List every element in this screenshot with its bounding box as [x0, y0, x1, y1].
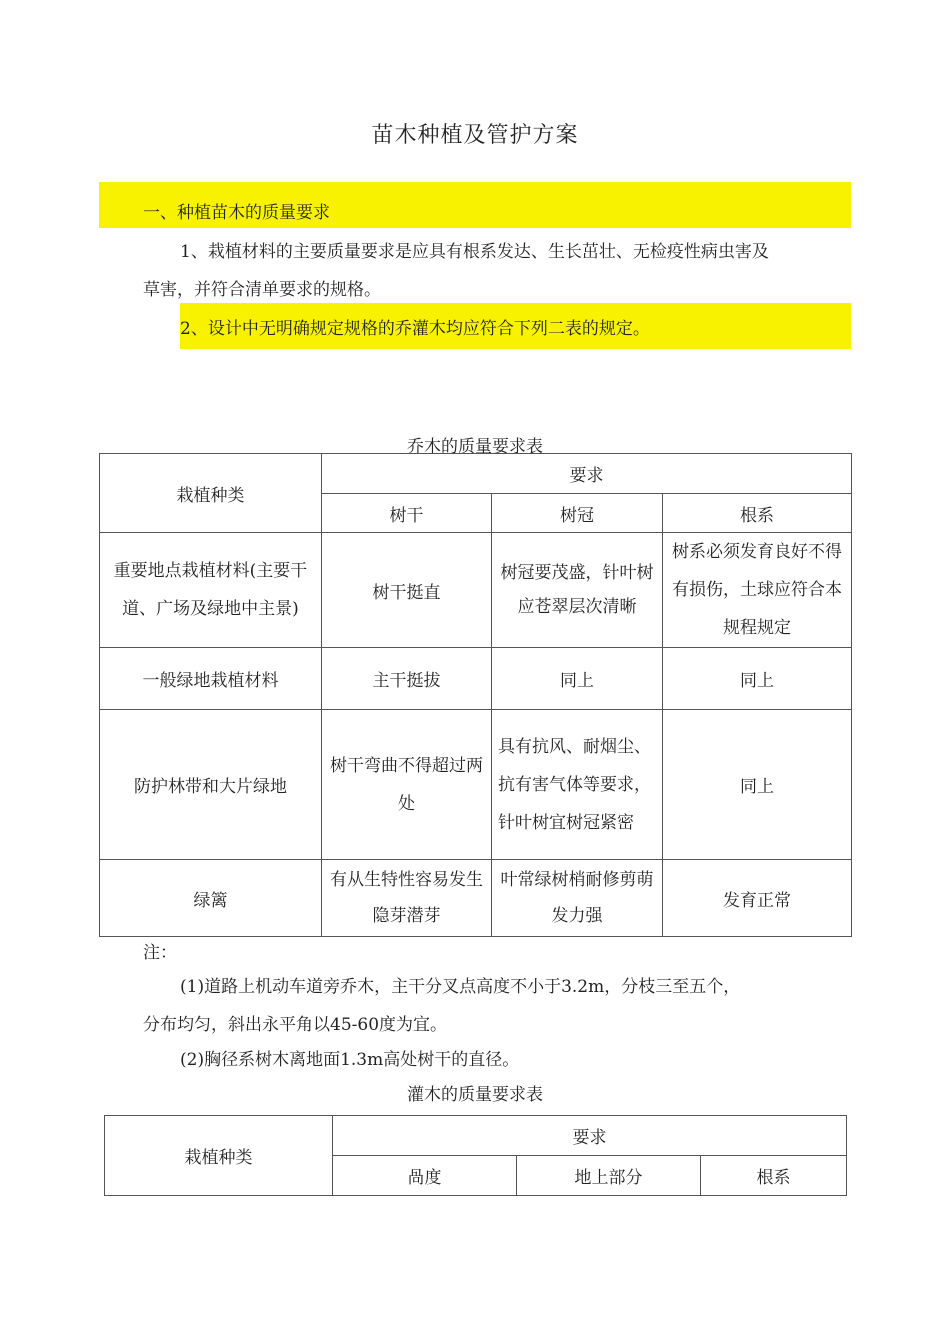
cell-trunk: 树干挺直: [322, 533, 492, 648]
header-above-ground: 地上部分: [517, 1156, 701, 1196]
cell-root: 同上: [663, 648, 852, 710]
shrub-table-caption: 灌木的质量要求表: [407, 1085, 543, 1105]
cell-type: 防护林带和大片绿地: [100, 710, 322, 860]
notes-label: 注：: [143, 943, 177, 963]
paragraph-1-line-1: 1、栽植材料的主要质量要求是应具有根系发达、生长茁壮、无检疫性病虫害及: [180, 242, 769, 262]
header-requirements: 要求: [333, 1116, 847, 1156]
header-root: 根系: [701, 1156, 847, 1196]
cell-root: 同上: [663, 710, 852, 860]
cell-root: 发育正常: [663, 860, 852, 937]
header-planting-type: 栽植种类: [105, 1116, 333, 1196]
tree-table-caption: 乔木的质量要求表: [407, 437, 543, 457]
cell-type: 重要地点栽植材料(主要干道、广场及绿地中主景): [100, 533, 322, 648]
header-root: 根系: [663, 494, 852, 533]
cell-crown-line-1: 树冠要茂盛，针叶树: [500, 563, 654, 583]
cell-crown: 叶常绿树梢耐修剪萌发力强: [492, 860, 663, 937]
header-requirements: 要求: [322, 454, 852, 494]
section-heading: 一、种植苗木的质量要求: [143, 203, 330, 223]
shrub-quality-table: [104, 1115, 847, 1196]
document-title: 苗木种植及管护方案: [371, 123, 579, 148]
table-row: [100, 648, 852, 710]
header-height: 咼度: [333, 1156, 517, 1196]
header-crown: 树冠: [492, 494, 663, 533]
cell-crown: 具有抗风、耐烟尘、抗有害气体等要求，针叶树宜树冠紧密: [492, 710, 663, 860]
cell-crown: 同上: [492, 648, 663, 710]
note-2: (2)胸径系树木离地面1.3m高处树干的直径。: [180, 1050, 520, 1070]
paragraph-1-line-2: 草害，并符合清单要求的规格。: [143, 280, 381, 300]
paragraph-2: 2、设计中无明确规定规格的乔灌木均应符合下列二表的规定。: [180, 319, 650, 339]
note-1-line-2: 分布均匀，斜出永平角以45-60度为宜。: [143, 1015, 448, 1035]
cell-root: 树系必须发育良好不得有损伤，土球应符合本规程规定: [663, 533, 852, 648]
table-row: [100, 710, 852, 860]
cell-type: 一般绿地栽植材料: [100, 648, 322, 710]
cell-trunk: 树干弯曲不得超过两处: [322, 710, 492, 860]
cell-trunk: 主干挺拔: [322, 648, 492, 710]
cell-crown: [492, 533, 663, 648]
header-planting-type: 栽植种类: [100, 454, 322, 533]
cell-trunk: 有从生特性容易发生隐芽潜芽: [322, 860, 492, 937]
tree-quality-table: [99, 453, 852, 937]
table-row: [100, 860, 852, 937]
cell-type: 绿篱: [100, 860, 322, 937]
table-row: [100, 533, 852, 648]
note-1-line-1: (1)道路上机动车道旁乔木，主干分叉点高度不小于3.2m，分枝三至五个，: [180, 977, 741, 997]
header-trunk: 树干: [322, 494, 492, 533]
cell-crown-line-2: 应苍翠层次清晰: [517, 597, 637, 617]
